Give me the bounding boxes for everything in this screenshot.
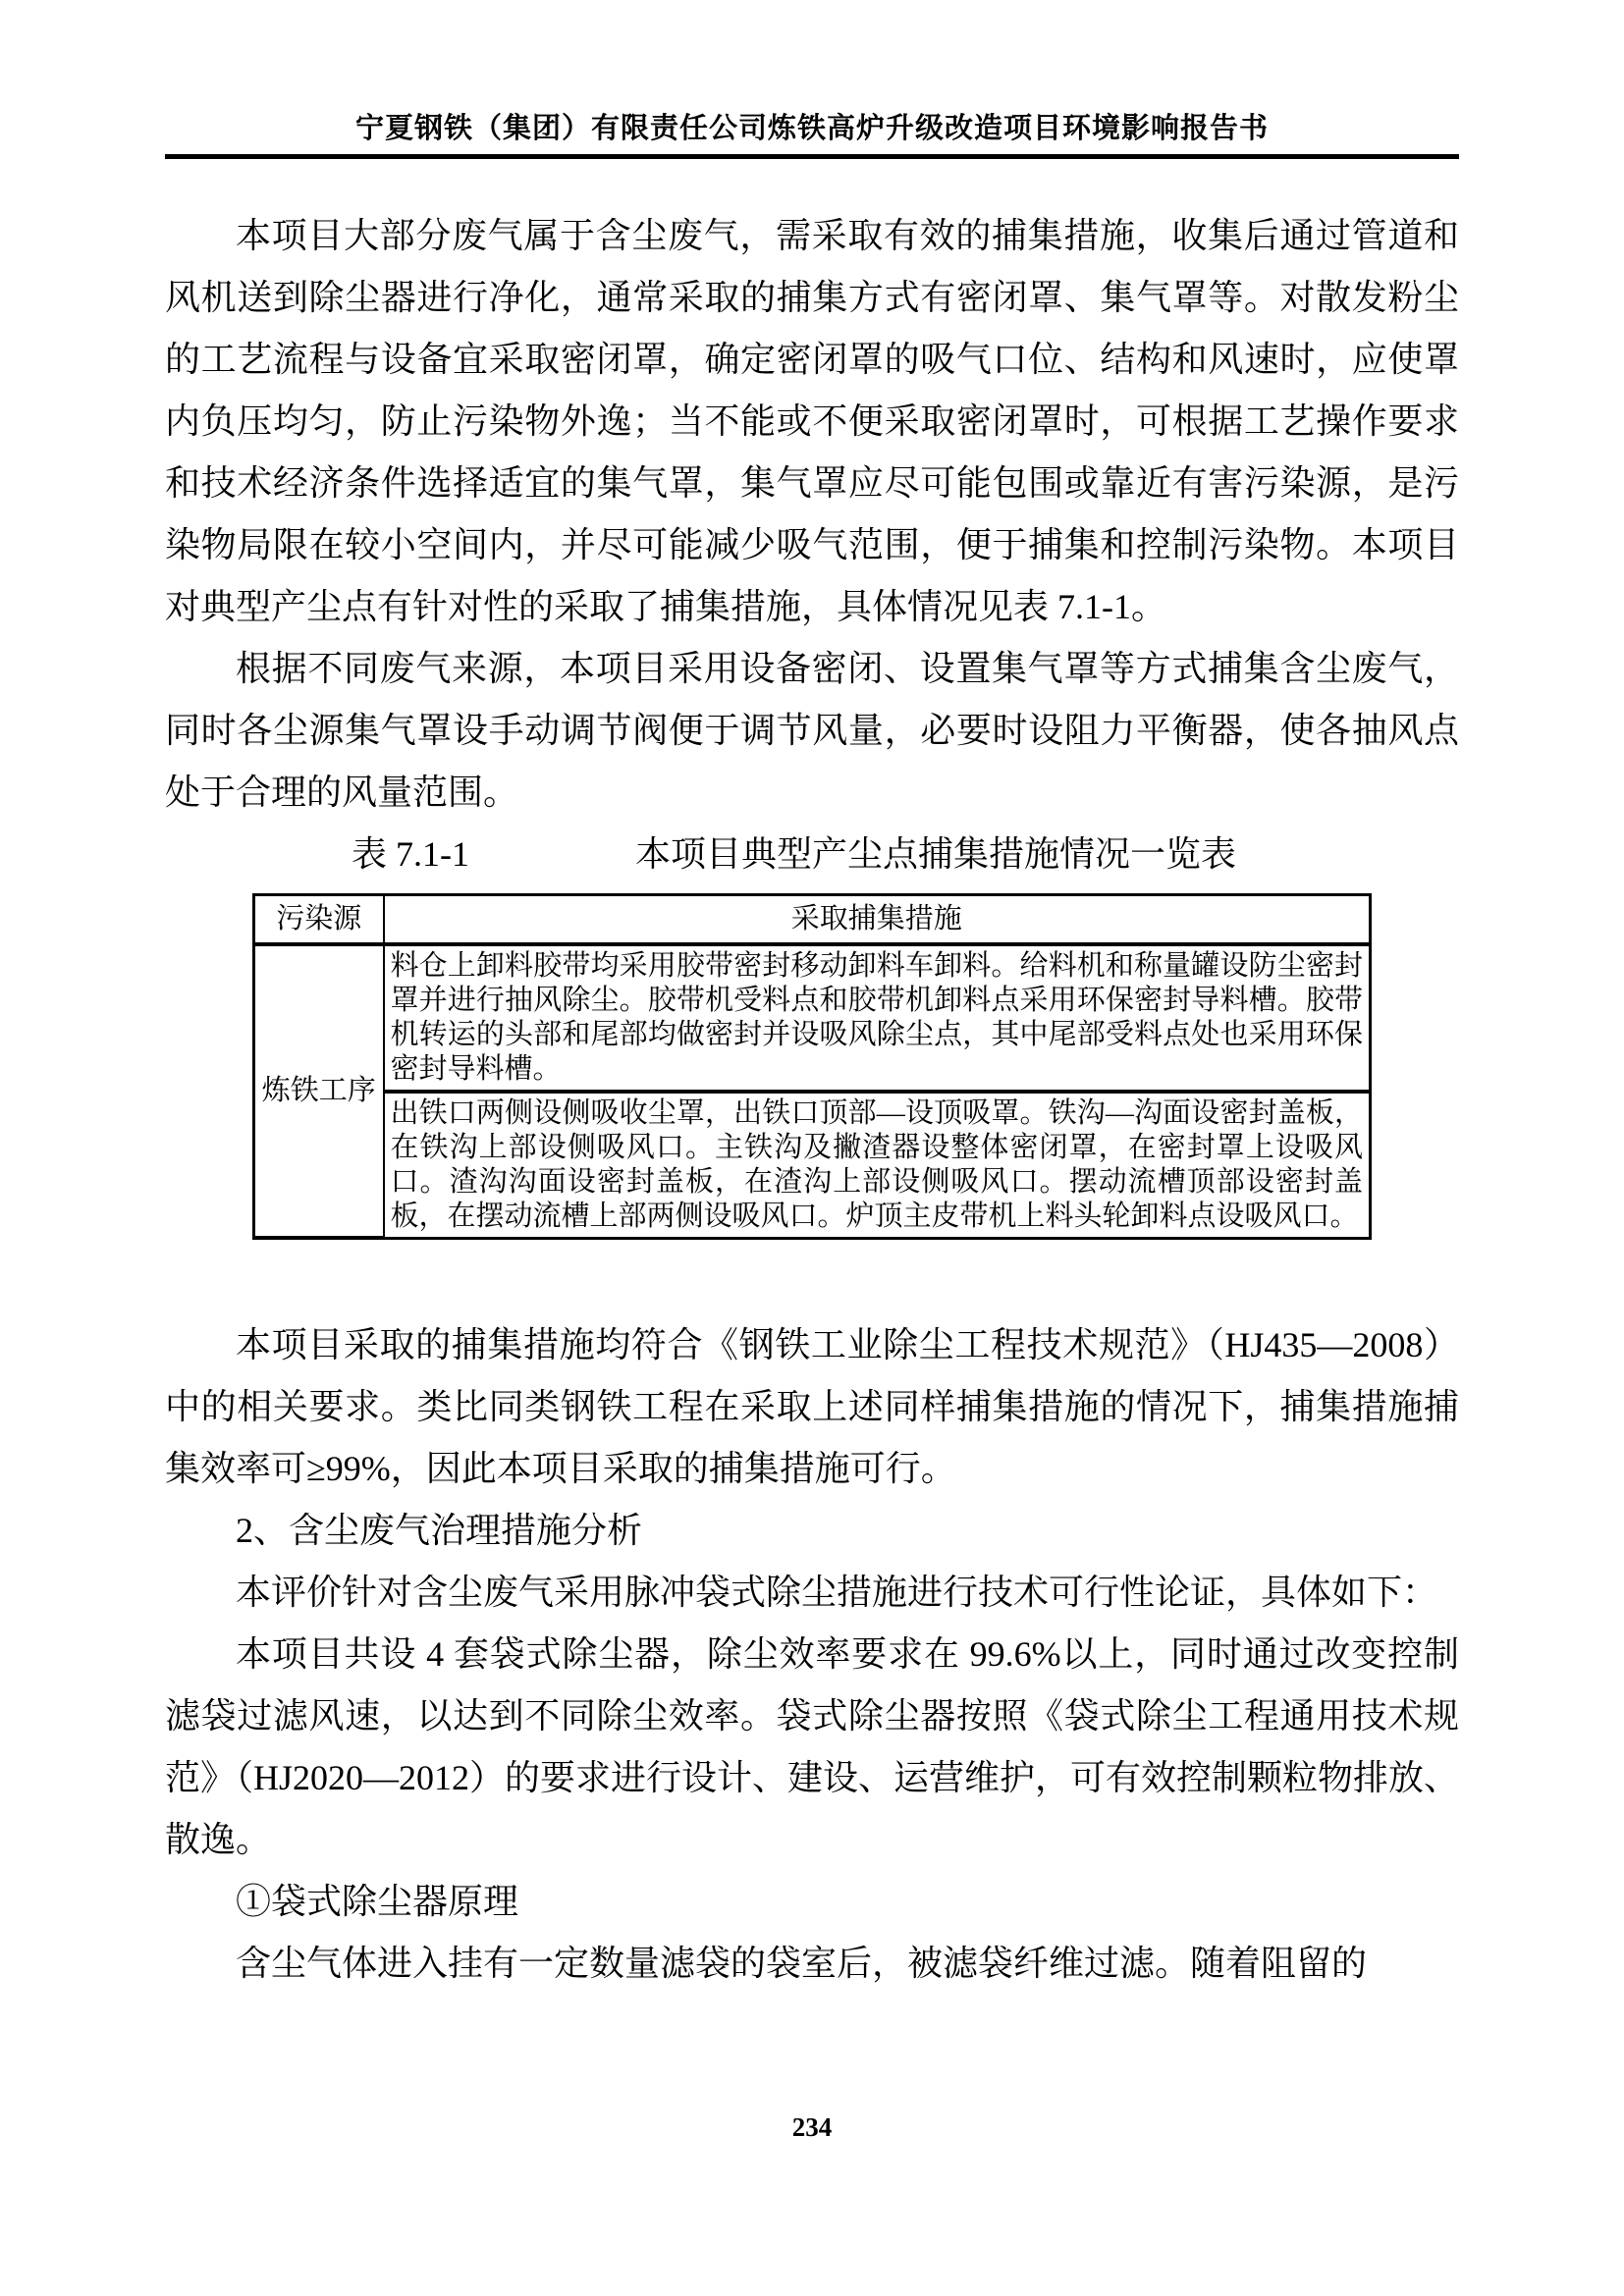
header-cell-pollution-source: 污染源: [254, 895, 384, 944]
capture-measures-table: [252, 893, 1372, 1240]
paragraph-evaluation-intro: 本评价针对含尘废气采用脉冲袋式除尘措施进行技术可行性论证，具体如下：: [236, 1573, 1438, 1612]
measure-cell-stockhouse: 料仓上卸料胶带均采用胶带密封移动卸料车卸料。给料机和称量罐设防尘密封罩并进行抽风除尘。胶带机受料点和胶带机卸料点采用环保密封导料槽。胶带机转运的头部和尾部均做密封并设吸风除尘点，其中尾部受料点处也采用环保密封导料槽。: [384, 944, 1371, 1092]
paragraph-standard-compliance: 本项目采取的捕集措施均符合《钢铁工业除尘工程技术规范》（HJ435—2008）中的相关要求。类比同类钢铁工程在采取上述同样捕集措施的情况下，捕集措施捕集效率可≥99%，因此本项目采取的捕集措施可行。: [165, 1325, 1459, 1488]
document-body: [165, 205, 1459, 1995]
page-header: [165, 110, 1459, 159]
table-row-stockhouse: [254, 944, 1371, 1092]
table-header-row: [254, 895, 1371, 944]
table-row-casthouse: [254, 1092, 1371, 1239]
heading-baghouse-principle: ①袋式除尘器原理: [236, 1882, 519, 1921]
heading-dust-treatment: 2、含尘废气治理措施分析: [236, 1511, 643, 1550]
pollution-source-cell: 炼铁工序: [254, 944, 384, 1239]
measure-cell-casthouse: 出铁口两侧设侧吸收尘罩，出铁口顶部—设顶吸罩。铁沟—沟面设密封盖板，在铁沟上部设侧吸风口。主铁沟及撇渣器设整体密闭罩，在密封罩上设吸风口。渣沟沟面设密封盖板，在渣沟上部设侧吸风口。摆动流槽顶部设密封盖板，在摆动流槽上部两侧设吸风口。炉顶主皮带机上料头轮卸料点设吸风口。: [384, 1092, 1371, 1239]
table-caption-label: 表 7.1-1: [352, 834, 469, 874]
table-caption-title: 本项目典型产尘点捕集措施情况一览表: [635, 834, 1237, 874]
header-rule: [165, 154, 1459, 159]
table-caption: [165, 824, 1459, 885]
header-title: 宁夏钢铁（集团）有限责任公司炼铁高炉升级改造项目环境影响报告书: [354, 113, 1269, 144]
page-number: 234: [791, 2112, 833, 2142]
header-cell-measures: 采取捕集措施: [384, 895, 1371, 944]
paragraph-baghouse-process: 含尘气体进入挂有一定数量滤袋的袋室后，被滤袋纤维过滤。随着阻留的: [236, 1944, 1368, 1983]
paragraph-baghouse-count: 本项目共设 4 套袋式除尘器，除尘效率要求在 99.6%以上，同时通过改变控制滤袋过滤风速，以达到不同除尘效率。袋式除尘器按照《袋式除尘工程通用技术规范》（HJ2020—2012）的要求进行设计、建设、运营维护，可有效控制颗粒物排放、散逸。: [165, 1634, 1460, 1859]
paragraph-dust-sources: 根据不同废气来源，本项目采用设备密闭、设置集气罩等方式捕集含尘废气，同时各尘源集气罩设手动调节阀便于调节风量，必要时设阻力平衡器，使各抽风点处于合理的风量范围。: [165, 649, 1459, 812]
paragraph-capture-measures: 本项目大部分废气属于含尘废气，需采取有效的捕集措施，收集后通过管道和风机送到除尘器进行净化，通常采取的捕集方式有密闭罩、集气罩等。对散发粉尘的工艺流程与设备宜采取密闭罩，确定密闭罩的吸气口位、结构和风速时，应使罩内负压均匀，防止污染物外逸；当不能或不便采取密闭罩时，可根据工艺操作要求和技术经济条件选择适宜的集气罩，集气罩应尽可能包围或靠近有害污染源，是污染物局限在较小空间内，并尽可能减少吸气范围，便于捕集和控制污染物。本项目对典型产尘点有针对性的采取了捕集措施，具体情况见表 7.1-1。: [165, 216, 1459, 626]
